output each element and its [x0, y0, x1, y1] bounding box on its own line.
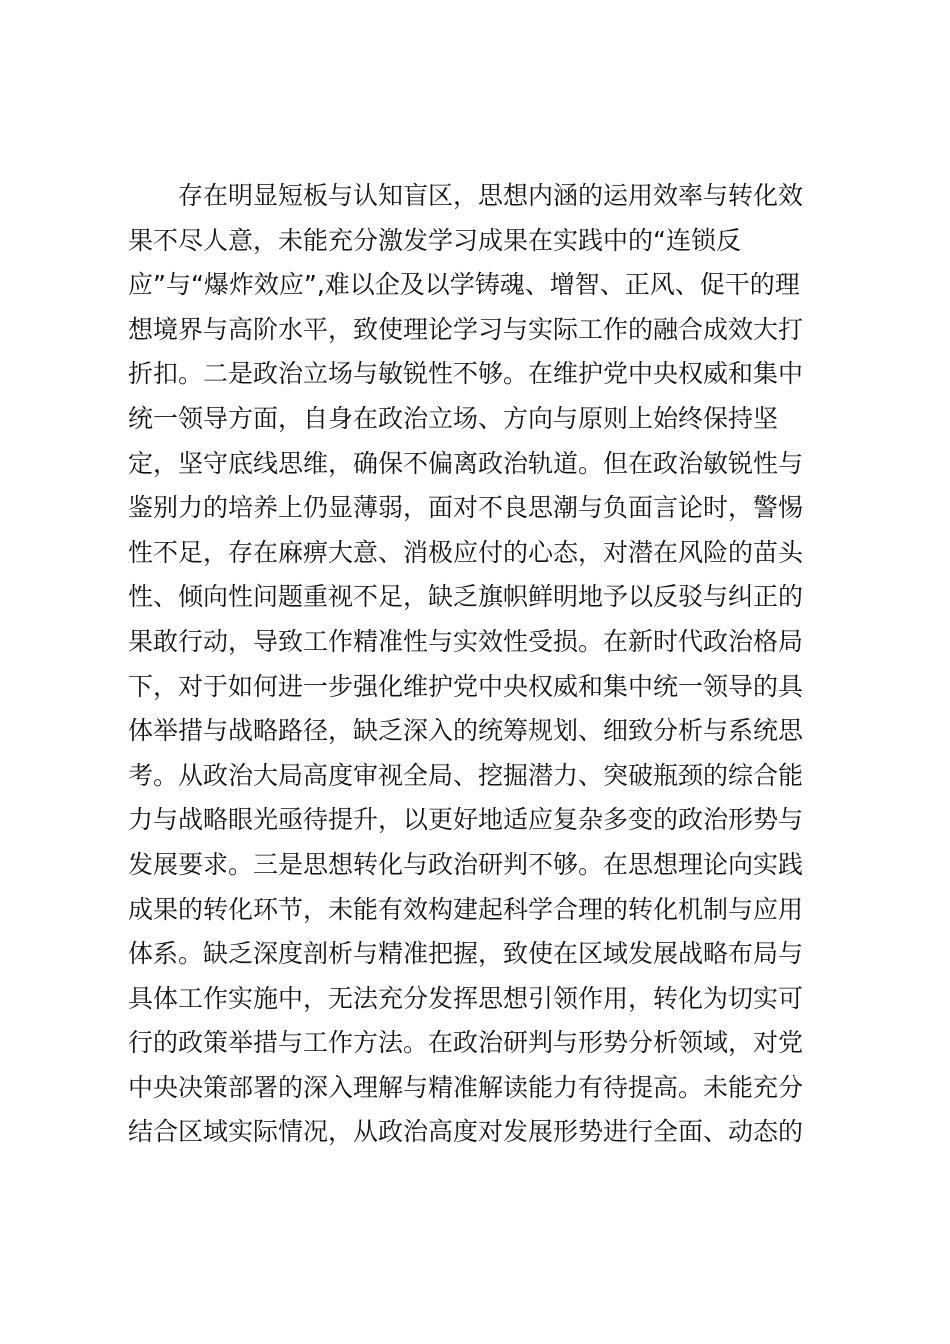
- text-line: 存在明显短板与认知盲区，思想内涵的运用效率与转化效: [178, 181, 804, 210]
- text-line: 定，坚守底线思维，确保不偏离政治轨道。但在政治敏锐性与: [128, 448, 804, 478]
- text-line: 成果的转化环节，未能有效构建起科学合理的转化机制与应用: [128, 894, 804, 924]
- text-line: 力与战略眼光亟待提升，以更好地适应复杂多变的政治形势与: [128, 805, 804, 835]
- text-line: 统一领导方面，自身在政治立场、方向与原则上始终保持坚: [128, 403, 779, 433]
- text-line: 想境界与高阶水平，致使理论学习与实际工作的融合成效大打: [128, 314, 804, 344]
- body-paragraph: [128, 174, 828, 1155]
- text-line: 发展要求。三是思想转化与政治研判不够。在思想理论向实践: [128, 849, 804, 879]
- text-line: 果不尽人意，未能充分激发学习成果在实践中的“连锁反: [128, 225, 741, 255]
- text-line: 结合区域实际情况，从政治高度对发展形势进行全面、动态的: [128, 1117, 804, 1147]
- text-line: 体系。缺乏深度剖析与精准把握，致使在区域发展战略布局与: [128, 939, 804, 969]
- text-line: 具体工作实施中，无法充分发挥思想引领作用，转化为切实可: [128, 983, 804, 1013]
- text-line: 性、倾向性问题重视不足，缺乏旗帜鲜明地予以反驳与纠正的: [128, 582, 804, 612]
- text-line: 体举措与战略路径，缺乏深入的统筹规划、细致分析与系统思: [128, 716, 804, 746]
- text-line: 果敢行动，导致工作精准性与实效性受损。在新时代政治格局: [128, 626, 804, 656]
- text-line: 应”与“爆炸效应”,难以企及以学铸魂、增智、正风、促干的理: [128, 270, 800, 300]
- text-line: 性不足，存在麻痹大意、消极应付的心态，对潜在风险的苗头: [128, 537, 804, 567]
- text-line: 鉴别力的培养上仍显薄弱，面对不良思潮与负面言论时，警惕: [128, 493, 804, 523]
- text-line: 折扣。二是政治立场与敏锐性不够。在维护党中央权威和集中: [128, 359, 804, 389]
- text-line: 下，对于如何进一步强化维护党中央权威和集中统一领导的具: [128, 671, 804, 701]
- text-line: 考。从政治大局高度审视全局、挖掘潜力、突破瓶颈的综合能: [128, 760, 804, 790]
- text-line: 行的政策举措与工作方法。在政治研判与形势分析领域，对党: [128, 1028, 804, 1058]
- text-line: 中央决策部署的深入理解与精准解读能力有待提高。未能充分: [128, 1072, 804, 1102]
